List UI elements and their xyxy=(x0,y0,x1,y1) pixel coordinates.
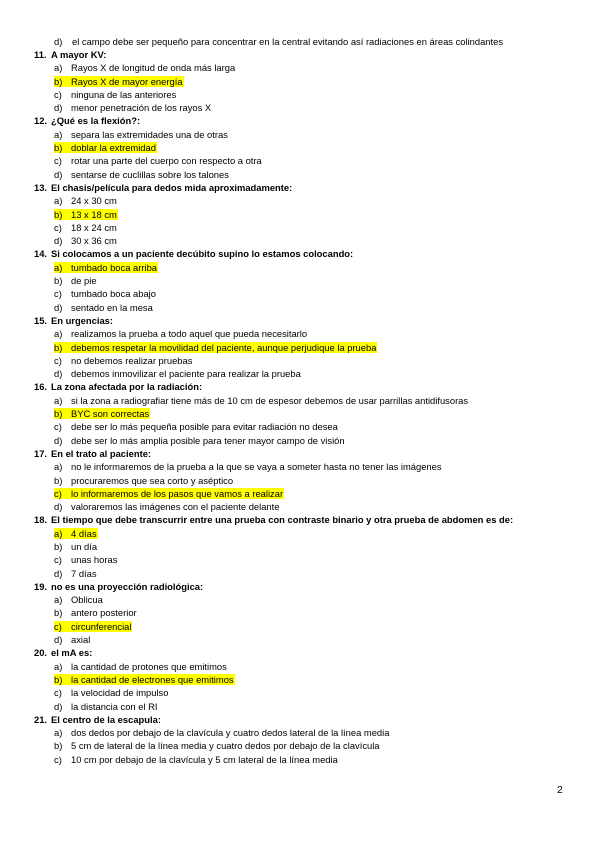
question-block xyxy=(34,581,579,647)
option-text: axial xyxy=(71,634,91,646)
answer-option xyxy=(34,169,579,182)
answer-option xyxy=(34,395,579,408)
option-text: realizamos la prueba a todo aquel que pueda necesitarlo xyxy=(71,328,308,340)
answer-option-highlighted xyxy=(34,209,579,222)
question-title xyxy=(34,248,579,261)
option-text: procuraremos que sea corto y aséptico xyxy=(71,474,234,486)
option-letter: b) xyxy=(54,674,70,685)
option-text: un día xyxy=(71,540,98,552)
option-text: circunferencial xyxy=(71,620,132,632)
option-letter: a) xyxy=(54,195,63,207)
carryover-option xyxy=(54,36,503,47)
option-text: 4 días xyxy=(71,527,97,539)
option-letter: c) xyxy=(54,488,70,499)
question-number: 15. xyxy=(34,314,48,326)
option-letter: c) xyxy=(54,155,62,167)
option-text: Rayos X de longitud de onda más larga xyxy=(71,62,236,74)
question-block xyxy=(34,315,579,381)
answer-option xyxy=(34,607,579,620)
question-number: 13. xyxy=(34,181,48,193)
answer-option xyxy=(34,754,579,767)
option-text: 5 cm de lateral de la línea media y cuatro dedos por debajo de la clavícula xyxy=(71,740,380,752)
answer-option xyxy=(34,634,579,647)
question-text: La zona afectada por la radiación: xyxy=(51,381,203,393)
option-text: 10 cm por debajo de la clavícula y 5 cm lateral de la línea media xyxy=(71,753,338,765)
option-letter: d) xyxy=(54,301,63,313)
option-letter: a) xyxy=(54,394,63,406)
option-letter: b) xyxy=(54,408,70,419)
question-block xyxy=(34,182,579,248)
option-text: valoraremos las imágenes con el paciente delante xyxy=(71,501,280,513)
answer-option xyxy=(34,568,579,581)
option-text: menor penetración de los rayos X xyxy=(71,102,212,114)
option-text: la cantidad de electrones que emitimos xyxy=(71,673,234,685)
question-number: 18. xyxy=(34,514,48,526)
option-letter: c) xyxy=(54,554,62,566)
option-text: Rayos X de mayor energía xyxy=(71,75,183,87)
answer-option xyxy=(34,421,579,434)
option-letter: b) xyxy=(54,740,63,752)
option-text: 30 x 36 cm xyxy=(71,235,117,247)
question-number: 14. xyxy=(34,248,48,260)
option-letter: d) xyxy=(54,36,63,47)
question-text: En el trato al paciente: xyxy=(51,447,152,459)
answer-option xyxy=(34,435,579,448)
option-letter: b) xyxy=(54,275,63,287)
option-letter: d) xyxy=(54,235,63,247)
question-number: 17. xyxy=(34,447,48,459)
option-letter: d) xyxy=(54,102,63,114)
option-letter: b) xyxy=(54,342,70,353)
answer-option xyxy=(34,155,579,168)
answer-option xyxy=(34,275,579,288)
answer-option xyxy=(34,129,579,142)
answer-option-highlighted xyxy=(34,621,579,634)
answer-option xyxy=(34,727,579,740)
option-text: 24 x 30 cm xyxy=(71,195,117,207)
option-letter: d) xyxy=(54,567,63,579)
answer-option xyxy=(34,368,579,381)
answer-option xyxy=(34,461,579,474)
answer-option xyxy=(34,501,579,514)
option-letter: d) xyxy=(54,501,63,513)
option-letter: d) xyxy=(54,434,63,446)
question-text: no es una proyección radiológica: xyxy=(51,580,204,592)
answer-option xyxy=(34,701,579,714)
question-number: 21. xyxy=(34,713,48,725)
answer-option xyxy=(34,475,579,488)
question-title xyxy=(34,448,579,461)
option-text: 7 días xyxy=(71,567,97,579)
question-text: El tiempo que debe transcurrir entre una prueba con contraste binario y otra prueba de abdomen es de: xyxy=(51,514,514,526)
option-text: la cantidad de protones que emitimos xyxy=(71,660,227,672)
answer-option-highlighted xyxy=(34,76,579,89)
question-title xyxy=(34,647,579,660)
option-letter: b) xyxy=(54,76,70,87)
option-text: dos dedos por debajo de la clavícula y cuatro dedos lateral de la línea media xyxy=(71,727,390,739)
option-text: debemos respetar la movilidad del paciente, aunque perjudique la prueba xyxy=(71,341,377,353)
option-letter: b) xyxy=(54,540,63,552)
question-block xyxy=(34,514,579,580)
answer-option xyxy=(34,288,579,301)
option-text: 13 x 18 cm xyxy=(71,208,117,220)
option-letter: a) xyxy=(54,594,63,606)
question-text: Si colocamos a un paciente decúbito supino lo estamos colocando: xyxy=(51,248,354,260)
question-number: 12. xyxy=(34,115,48,127)
question-text: ¿Qué es la flexión?: xyxy=(51,115,141,127)
answer-option-highlighted xyxy=(34,142,579,155)
question-block xyxy=(34,448,579,514)
question-block xyxy=(34,381,579,447)
answer-option-highlighted xyxy=(34,262,579,275)
question-title xyxy=(34,182,579,195)
option-text: Oblicua xyxy=(71,594,103,606)
option-letter: c) xyxy=(54,288,62,300)
question-title xyxy=(34,581,579,594)
answer-option xyxy=(34,687,579,700)
question-block xyxy=(34,714,579,767)
option-letter: b) xyxy=(54,607,63,619)
option-text: la distancia con el RI xyxy=(71,700,158,712)
answer-option xyxy=(34,302,579,315)
option-letter: b) xyxy=(54,474,63,486)
answer-option xyxy=(34,661,579,674)
option-letter: a) xyxy=(54,328,63,340)
answer-option xyxy=(34,541,579,554)
question-block xyxy=(34,647,579,713)
answer-option xyxy=(34,594,579,607)
question-title xyxy=(34,714,579,727)
question-number: 20. xyxy=(34,647,48,659)
option-letter: d) xyxy=(54,700,63,712)
option-text: doblar la extremidad xyxy=(71,142,156,154)
answer-option-highlighted xyxy=(34,342,579,355)
option-text: antero posterior xyxy=(71,607,137,619)
option-text: no debemos realizar pruebas xyxy=(71,354,193,366)
option-letter: a) xyxy=(54,461,63,473)
question-title xyxy=(34,315,579,328)
option-text: el campo debe ser pequeño para concentrar en la central evitando así radiaciones en áreas colindantes xyxy=(72,36,504,47)
answer-option xyxy=(34,222,579,235)
option-text: lo informaremos de los pasos que vamos a realizar xyxy=(71,487,284,499)
option-letter: c) xyxy=(54,221,62,233)
answer-option xyxy=(34,62,579,75)
option-letter: a) xyxy=(54,128,63,140)
option-letter: c) xyxy=(54,753,62,765)
option-text: rotar una parte del cuerpo con respecto a otra xyxy=(71,155,262,167)
question-text: A mayor KV: xyxy=(51,49,107,60)
option-text: si la zona a radiografiar tiene más de 10 cm de espesor debemos de usar parrillas antidifusoras xyxy=(71,394,469,406)
answer-option-highlighted xyxy=(34,488,579,501)
answer-option-highlighted xyxy=(34,528,579,541)
question-title xyxy=(34,115,579,128)
answer-option-highlighted xyxy=(34,674,579,687)
option-text: BYC son correctas xyxy=(71,408,150,420)
option-text: sentado en la mesa xyxy=(71,301,153,313)
question-block xyxy=(34,49,579,115)
page-number: 2 xyxy=(557,784,563,796)
option-text: la velocidad de impulso xyxy=(71,687,169,699)
question-block xyxy=(34,248,579,314)
option-text: de pie xyxy=(71,275,97,287)
answer-option xyxy=(34,195,579,208)
option-text: no le informaremos de la prueba a la que se vaya a someter hasta no tener las imágenes xyxy=(71,461,442,473)
question-title xyxy=(34,381,579,394)
question-number: 19. xyxy=(34,580,48,592)
answer-option xyxy=(34,89,579,102)
question-title xyxy=(34,514,579,527)
option-letter: d) xyxy=(54,168,63,180)
option-text: ninguna de las anteriores xyxy=(71,88,177,100)
option-letter: d) xyxy=(54,368,63,380)
answer-option-highlighted xyxy=(34,408,579,421)
question-number: 16. xyxy=(34,381,48,393)
question-text: El chasis/película para dedos mida aproximadamente: xyxy=(51,181,293,193)
option-letter: c) xyxy=(54,421,62,433)
option-text: debe ser lo más amplia posible para tener mayor campo de visión xyxy=(71,434,345,446)
option-text: debemos inmovilizar el paciente para realizar la prueba xyxy=(71,368,301,380)
answer-option xyxy=(34,235,579,248)
option-letter: c) xyxy=(54,621,70,632)
option-letter: a) xyxy=(54,528,70,539)
option-text: separa las extremidades una de otras xyxy=(71,128,228,140)
option-letter: a) xyxy=(54,660,63,672)
answer-option xyxy=(34,102,579,115)
question-text: En urgencias: xyxy=(51,314,113,326)
option-text: 18 x 24 cm xyxy=(71,221,117,233)
option-text: tumbado boca arriba xyxy=(71,261,157,273)
answer-option xyxy=(34,554,579,567)
question-list xyxy=(34,49,579,767)
option-text: unas horas xyxy=(71,554,118,566)
option-letter: c) xyxy=(54,88,62,100)
option-text: tumbado boca abajo xyxy=(71,288,156,300)
answer-option xyxy=(34,328,579,341)
question-number: 11. xyxy=(34,49,47,60)
option-text: debe ser lo más pequeña posible para evitar radiación no desea xyxy=(71,421,338,433)
question-title xyxy=(34,49,579,62)
option-text: sentarse de cuclillas sobre los talones xyxy=(71,168,229,180)
option-letter: a) xyxy=(54,62,63,74)
option-letter: d) xyxy=(54,634,63,646)
option-letter: a) xyxy=(54,727,63,739)
option-letter: c) xyxy=(54,354,62,366)
option-letter: a) xyxy=(54,262,70,273)
option-letter: b) xyxy=(54,209,70,220)
answer-option xyxy=(34,355,579,368)
option-letter: c) xyxy=(54,687,62,699)
question-text: el mA es: xyxy=(51,647,93,659)
question-text: El centro de la escapula: xyxy=(51,713,161,725)
answer-option xyxy=(34,740,579,753)
option-letter: b) xyxy=(54,142,70,153)
question-block xyxy=(34,115,579,181)
